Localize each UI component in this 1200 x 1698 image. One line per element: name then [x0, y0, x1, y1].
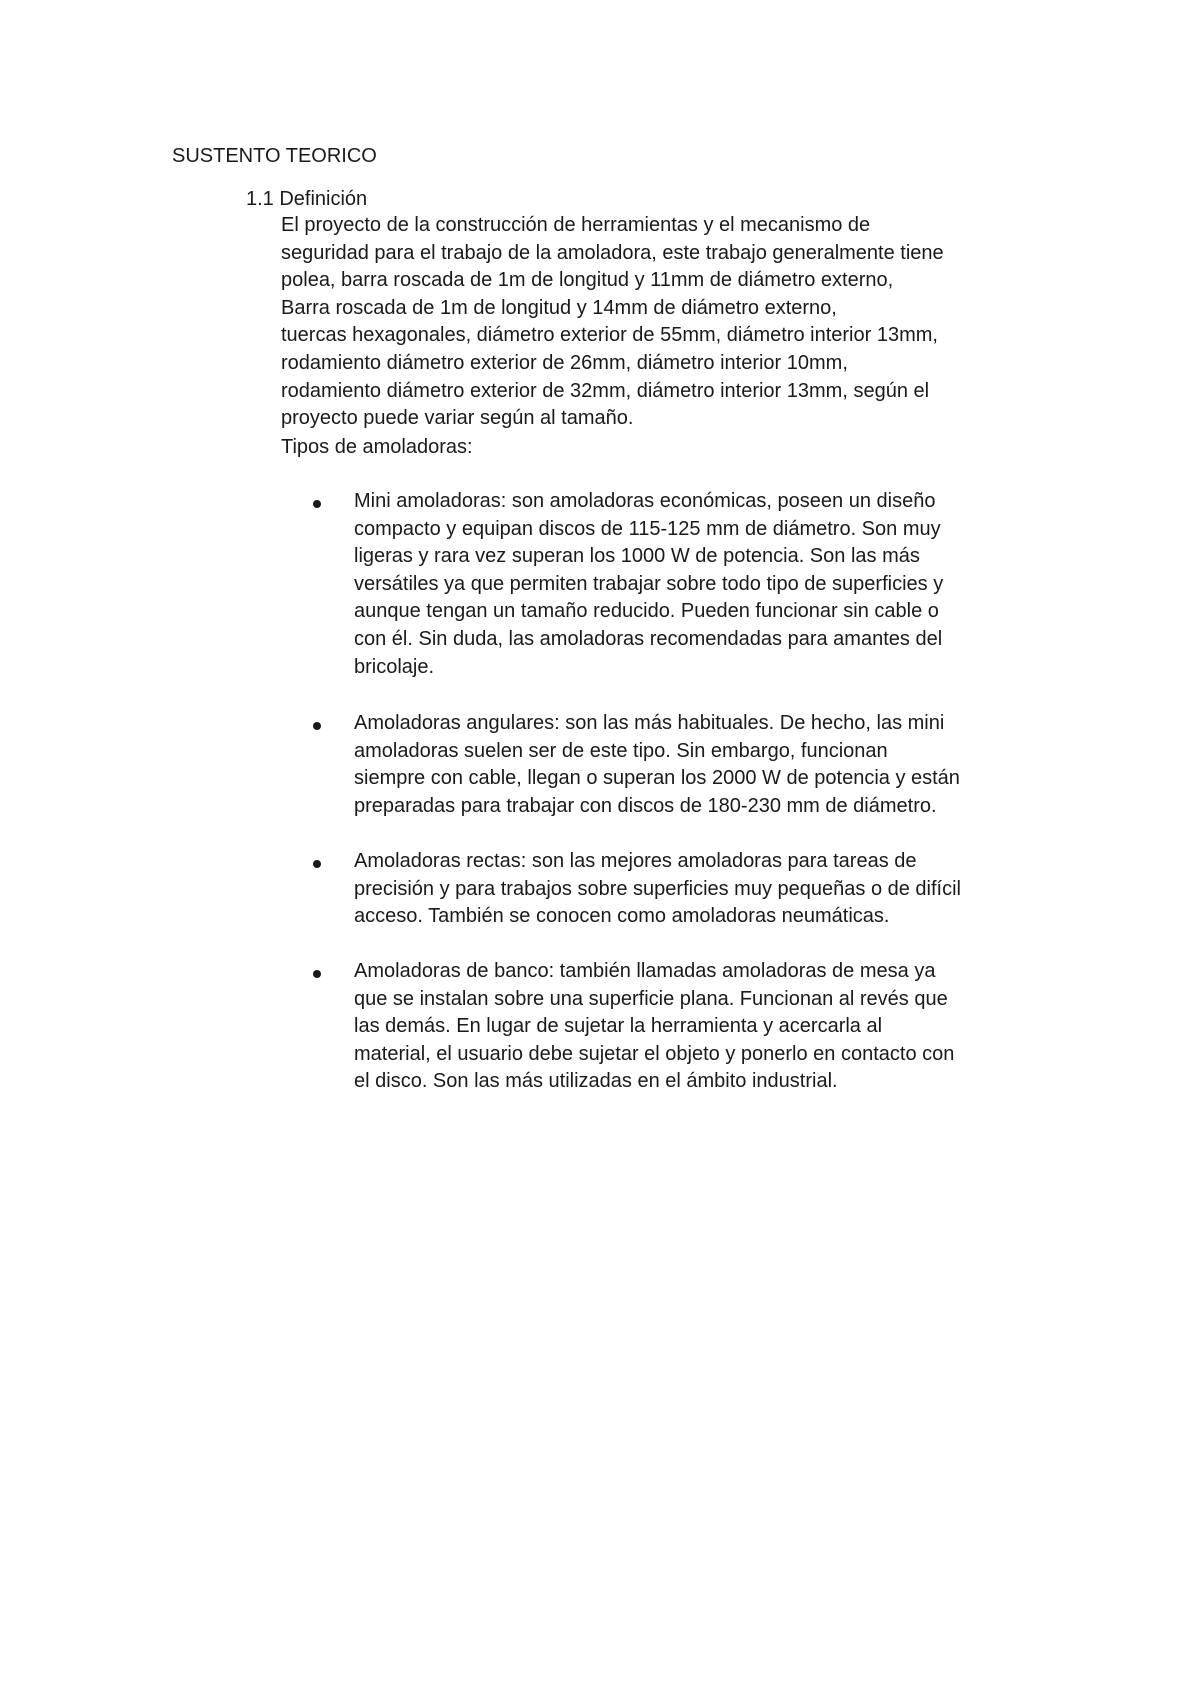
- list-item-line: con él. Sin duda, las amoladoras recomendadas para amantes del: [354, 627, 943, 650]
- document-heading: SUSTENTO TEORICO: [172, 145, 377, 167]
- list-item-text: [354, 488, 1044, 681]
- list-item-line: siempre con cable, llegan o superan los 2000 W de potencia y están: [354, 767, 960, 790]
- paragraph-line: El proyecto de la construcción de herramientas y el mecanismo de: [281, 214, 871, 236]
- list-item-line: precisión y para trabajos sobre superficies muy pequeñas o de difícil: [354, 877, 961, 900]
- paragraph-line: polea, barra roscada de 1m de longitud y 11mm de diámetro externo,: [281, 269, 894, 292]
- bullet-icon: [313, 970, 321, 978]
- definition-paragraph: [281, 212, 1041, 433]
- list-item-line: las demás. En lugar de sujetar la herramienta y acercarla al: [354, 1015, 883, 1038]
- bullet-icon: [313, 500, 321, 508]
- list-item-line: Amoladoras angulares: son las más habituales. De hecho, las mini: [354, 712, 945, 734]
- list-item-line: acceso. También se conocen como amoladoras neumáticas.: [354, 905, 890, 928]
- list-item-line: preparadas para trabajar con discos de 180-230 mm de diámetro.: [354, 794, 937, 817]
- list-item-text: [354, 710, 1044, 820]
- list-item-text: [354, 958, 1044, 1096]
- list-item-line: bricolaje.: [354, 655, 435, 678]
- types-label: Tipos de amoladoras:: [281, 436, 473, 458]
- list-item-line: Mini amoladoras: son amoladoras económicas, poseen un diseño: [354, 490, 936, 512]
- section-heading: 1.1 Definición: [246, 188, 368, 210]
- list-item-line: versátiles ya que permiten trabajar sobre todo tipo de superficies y: [354, 572, 944, 595]
- paragraph-line: tuercas hexagonales, diámetro exterior de 55mm, diámetro interior 13mm,: [281, 324, 938, 347]
- list-item-line: que se instalan sobre una superficie plana. Funcionan al revés que: [354, 987, 948, 1010]
- paragraph-line: Barra roscada de 1m de longitud y 14mm de diámetro externo,: [281, 296, 837, 319]
- list-item-line: el disco. Son las más utilizadas en el ámbito industrial.: [354, 1070, 838, 1093]
- paragraph-line: seguridad para el trabajo de la amoladora, este trabajo generalmente tiene: [281, 241, 944, 264]
- paragraph-line: proyecto puede variar según al tamaño.: [281, 407, 634, 430]
- list-item-line: Amoladoras rectas: son las mejores amoladoras para tareas de: [354, 850, 917, 872]
- list-item-line: aunque tengan un tamaño reducido. Pueden funcionar sin cable o: [354, 600, 939, 623]
- list-item-line: amoladoras suelen ser de este tipo. Sin embargo, funcionan: [354, 739, 888, 762]
- list-item-line: material, el usuario debe sujetar el objeto y ponerlo en contacto con: [354, 1042, 955, 1065]
- list-item-line: ligeras y rara vez superan los 1000 W de potencia. Son las más: [354, 545, 920, 568]
- bullet-icon: [313, 722, 321, 730]
- bullet-icon: [313, 860, 321, 868]
- paragraph-line: rodamiento diámetro exterior de 26mm, diámetro interior 10mm,: [281, 351, 848, 374]
- list-item-line: compacto y equipan discos de 115-125 mm de diámetro. Son muy: [354, 517, 941, 540]
- list-item-line: Amoladoras de banco: también llamadas amoladoras de mesa ya: [354, 960, 936, 982]
- paragraph-line: rodamiento diámetro exterior de 32mm, diámetro interior 13mm, según el: [281, 379, 930, 402]
- list-item-text: [354, 848, 1044, 931]
